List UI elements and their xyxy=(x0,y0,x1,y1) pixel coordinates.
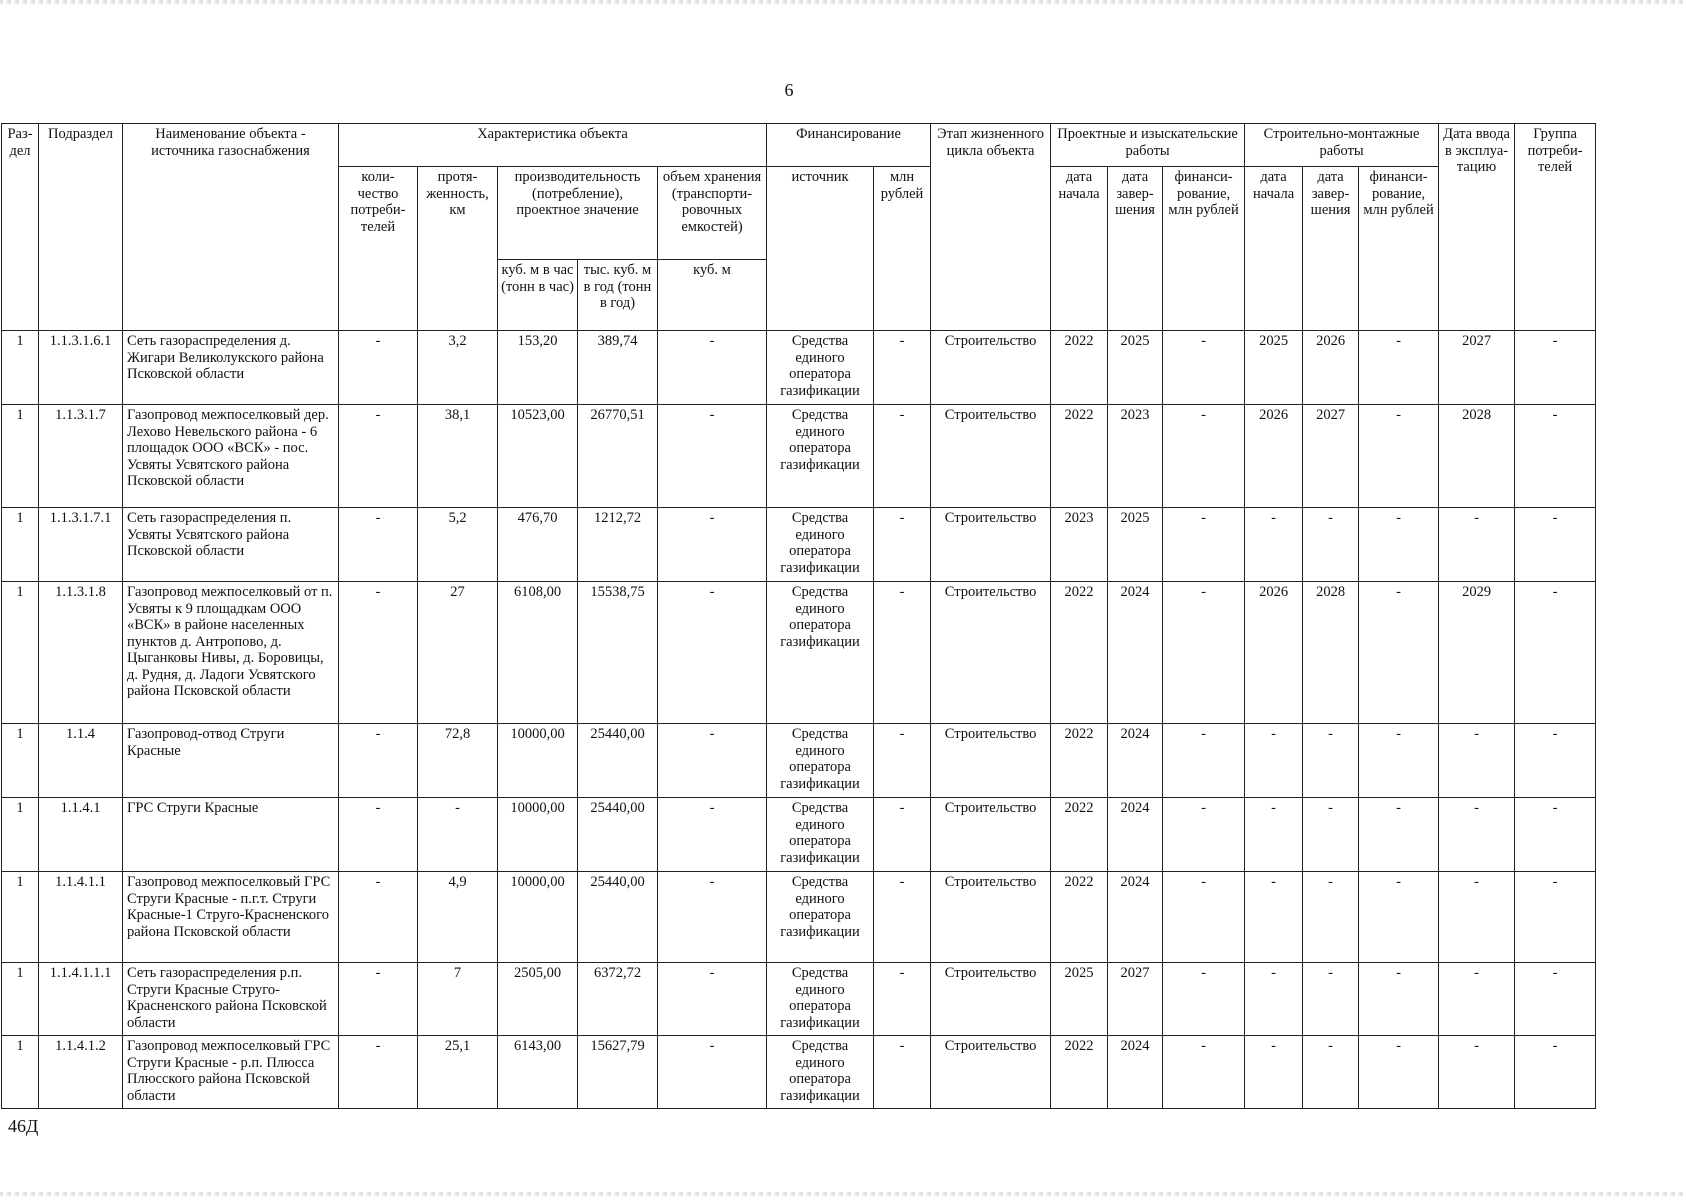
table-row xyxy=(2,508,1596,582)
cell-proekt-fin: - xyxy=(1163,724,1245,798)
header-gruppa: Группа потреби-телей xyxy=(1515,124,1596,331)
cell-protyazhennost: 3,2 xyxy=(418,331,498,405)
cell-naimenovanie: Сеть газораспределения д. Жигари Великолукского района Псковской области xyxy=(123,331,339,405)
cell-smr-end: - xyxy=(1303,724,1359,798)
cell-razdel: 1 xyxy=(2,582,39,724)
cell-istochnik: Средства единого оператора газификации xyxy=(767,582,874,724)
cell-proekt-start: 2022 xyxy=(1051,872,1108,963)
cell-mln: - xyxy=(874,331,931,405)
cell-smr-end: 2026 xyxy=(1303,331,1359,405)
cell-smr-start: - xyxy=(1245,1036,1303,1109)
cell-smr-fin: - xyxy=(1359,405,1439,508)
cell-gruppa: - xyxy=(1515,872,1596,963)
cell-mln: - xyxy=(874,798,931,872)
cell-kolichestvo: - xyxy=(339,405,418,508)
table-row xyxy=(2,582,1596,724)
cell-gruppa: - xyxy=(1515,724,1596,798)
cell-proekt-end: 2025 xyxy=(1108,508,1163,582)
cell-smr-end: 2028 xyxy=(1303,582,1359,724)
cell-tys-kub: 15627,79 xyxy=(578,1036,658,1109)
cell-proekt-start: 2022 xyxy=(1051,331,1108,405)
cell-smr-end: - xyxy=(1303,508,1359,582)
cell-kolichestvo: - xyxy=(339,963,418,1036)
cell-kub-chas: 10000,00 xyxy=(498,798,578,872)
cell-naimenovanie: ГРС Струги Красные xyxy=(123,798,339,872)
cell-obem: - xyxy=(658,405,767,508)
cell-smr-end: - xyxy=(1303,1036,1359,1109)
cell-tys-kub: 6372,72 xyxy=(578,963,658,1036)
cell-vvod: - xyxy=(1439,798,1515,872)
cell-proekt-end: 2024 xyxy=(1108,724,1163,798)
cell-protyazhennost: 25,1 xyxy=(418,1036,498,1109)
table-row xyxy=(2,331,1596,405)
cell-proekt-fin: - xyxy=(1163,798,1245,872)
header-obem: объем хранения (транспорти-ровочных емкостей) xyxy=(658,167,767,260)
header-proizvoditelnost: производительность (потребление), проектное значение xyxy=(498,167,658,260)
cell-gruppa: - xyxy=(1515,405,1596,508)
cell-protyazhennost: 72,8 xyxy=(418,724,498,798)
cell-proekt-fin: - xyxy=(1163,582,1245,724)
cell-naimenovanie: Сеть газораспределения р.п. Струги Красные Струго-Красненского района Псковской области xyxy=(123,963,339,1036)
cell-proekt-fin: - xyxy=(1163,405,1245,508)
gas-supply-plan-table xyxy=(1,123,1596,1109)
cell-proekt-start: 2025 xyxy=(1051,963,1108,1036)
cell-podrazdel: 1.1.3.1.8 xyxy=(39,582,123,724)
cell-protyazhennost: 38,1 xyxy=(418,405,498,508)
header-row-1 xyxy=(2,124,1596,167)
cell-naimenovanie: Газопровод межпоселковый ГРС Струги Красные - р.п. Плюсса Плюсского района Псковской области xyxy=(123,1036,339,1109)
cell-proekt-end: 2023 xyxy=(1108,405,1163,508)
cell-proekt-fin: - xyxy=(1163,331,1245,405)
header-proekt-finansirovanie: финанси-рование, млн рублей xyxy=(1163,167,1245,331)
cell-podrazdel: 1.1.4.1.1 xyxy=(39,872,123,963)
cell-smr-start: - xyxy=(1245,508,1303,582)
table-row xyxy=(2,963,1596,1036)
table-row xyxy=(2,405,1596,508)
cell-obem: - xyxy=(658,582,767,724)
cell-gruppa: - xyxy=(1515,798,1596,872)
cell-proekt-end: 2025 xyxy=(1108,331,1163,405)
header-kub-m: куб. м xyxy=(658,260,767,331)
cell-proekt-start: 2023 xyxy=(1051,508,1108,582)
document-code: 46Д xyxy=(8,1116,39,1136)
cell-vvod: - xyxy=(1439,724,1515,798)
table-row xyxy=(2,1036,1596,1109)
cell-proekt-start: 2022 xyxy=(1051,582,1108,724)
cell-istochnik: Средства единого оператора газификации xyxy=(767,405,874,508)
header-mln: млн рублей xyxy=(874,167,931,331)
cell-tys-kub: 25440,00 xyxy=(578,872,658,963)
header-kub-chas: куб. м в час (тонн в час) xyxy=(498,260,578,331)
cell-smr-start: - xyxy=(1245,963,1303,1036)
cell-smr-start: - xyxy=(1245,872,1303,963)
cell-kub-chas: 153,20 xyxy=(498,331,578,405)
cell-proekt-fin: - xyxy=(1163,1036,1245,1109)
cell-smr-start: - xyxy=(1245,798,1303,872)
cell-smr-start: 2026 xyxy=(1245,405,1303,508)
cell-kolichestvo: - xyxy=(339,724,418,798)
table-row xyxy=(2,872,1596,963)
cell-smr-start: 2026 xyxy=(1245,582,1303,724)
cell-razdel: 1 xyxy=(2,724,39,798)
cell-gruppa: - xyxy=(1515,963,1596,1036)
header-kolichestvo: коли-чество потреби-телей xyxy=(339,167,418,331)
cell-smr-fin: - xyxy=(1359,1036,1439,1109)
cell-tys-kub: 26770,51 xyxy=(578,405,658,508)
cell-etap: Строительство xyxy=(931,1036,1051,1109)
cell-istochnik: Средства единого оператора газификации xyxy=(767,872,874,963)
scan-edge-top xyxy=(0,0,1686,4)
cell-podrazdel: 1.1.4.1 xyxy=(39,798,123,872)
cell-etap: Строительство xyxy=(931,405,1051,508)
cell-protyazhennost: - xyxy=(418,798,498,872)
cell-obem: - xyxy=(658,331,767,405)
cell-istochnik: Средства единого оператора газификации xyxy=(767,963,874,1036)
header-naimenovanie: Наименование объекта - источника газоснабжения xyxy=(123,124,339,331)
cell-obem: - xyxy=(658,508,767,582)
cell-podrazdel: 1.1.4.1.2 xyxy=(39,1036,123,1109)
cell-kub-chas: 6143,00 xyxy=(498,1036,578,1109)
cell-razdel: 1 xyxy=(2,405,39,508)
cell-mln: - xyxy=(874,405,931,508)
cell-proekt-end: 2024 xyxy=(1108,872,1163,963)
cell-smr-fin: - xyxy=(1359,798,1439,872)
cell-kub-chas: 10000,00 xyxy=(498,872,578,963)
cell-proekt-start: 2022 xyxy=(1051,724,1108,798)
cell-obem: - xyxy=(658,963,767,1036)
header-razdel: Раз-дел xyxy=(2,124,39,331)
cell-kub-chas: 10523,00 xyxy=(498,405,578,508)
cell-kub-chas: 476,70 xyxy=(498,508,578,582)
cell-istochnik: Средства единого оператора газификации xyxy=(767,331,874,405)
cell-smr-fin: - xyxy=(1359,331,1439,405)
header-proekt-data-zaversheniya: дата завер-шения xyxy=(1108,167,1163,331)
cell-obem: - xyxy=(658,724,767,798)
cell-naimenovanie: Сеть газораспределения п. Усвяты Усвятского района Псковской области xyxy=(123,508,339,582)
cell-smr-fin: - xyxy=(1359,872,1439,963)
header-smr: Строительно-монтажные работы xyxy=(1245,124,1439,167)
cell-kub-chas: 2505,00 xyxy=(498,963,578,1036)
cell-mln: - xyxy=(874,872,931,963)
cell-protyazhennost: 27 xyxy=(418,582,498,724)
header-smr-data-nachala: дата начала xyxy=(1245,167,1303,331)
cell-naimenovanie: Газопровод межпоселковый ГРС Струги Красные - п.г.т. Струги Красные-1 Струго-Красненского района Псковской области xyxy=(123,872,339,963)
header-finansirovanie: Финансирование xyxy=(767,124,931,167)
cell-obem: - xyxy=(658,1036,767,1109)
cell-tys-kub: 25440,00 xyxy=(578,798,658,872)
cell-razdel: 1 xyxy=(2,798,39,872)
header-smr-finansirovanie: финанси-рование, млн рублей xyxy=(1359,167,1439,331)
cell-mln: - xyxy=(874,724,931,798)
cell-istochnik: Средства единого оператора газификации xyxy=(767,798,874,872)
cell-smr-fin: - xyxy=(1359,582,1439,724)
cell-naimenovanie: Газопровод-отвод Струги Красные xyxy=(123,724,339,798)
cell-kolichestvo: - xyxy=(339,582,418,724)
page-number: 6 xyxy=(784,80,794,100)
cell-obem: - xyxy=(658,798,767,872)
cell-smr-fin: - xyxy=(1359,963,1439,1036)
cell-kub-chas: 10000,00 xyxy=(498,724,578,798)
cell-razdel: 1 xyxy=(2,508,39,582)
header-etap: Этап жизненного цикла объекта xyxy=(931,124,1051,331)
cell-gruppa: - xyxy=(1515,508,1596,582)
cell-vvod: - xyxy=(1439,508,1515,582)
cell-mln: - xyxy=(874,963,931,1036)
cell-proekt-start: 2022 xyxy=(1051,798,1108,872)
cell-proekt-fin: - xyxy=(1163,872,1245,963)
cell-etap: Строительство xyxy=(931,508,1051,582)
cell-etap: Строительство xyxy=(931,724,1051,798)
cell-etap: Строительство xyxy=(931,331,1051,405)
cell-kolichestvo: - xyxy=(339,508,418,582)
header-proektnye: Проектные и изыскательские работы xyxy=(1051,124,1245,167)
cell-razdel: 1 xyxy=(2,963,39,1036)
cell-vvod: - xyxy=(1439,963,1515,1036)
cell-etap: Строительство xyxy=(931,872,1051,963)
cell-smr-end: - xyxy=(1303,798,1359,872)
cell-razdel: 1 xyxy=(2,331,39,405)
header-harakteristika: Характеристика объекта xyxy=(339,124,767,167)
cell-tys-kub: 25440,00 xyxy=(578,724,658,798)
cell-proekt-end: 2024 xyxy=(1108,1036,1163,1109)
cell-smr-end: - xyxy=(1303,963,1359,1036)
scan-edge-bottom xyxy=(0,1192,1686,1196)
cell-kolichestvo: - xyxy=(339,798,418,872)
cell-smr-start: - xyxy=(1245,724,1303,798)
cell-kolichestvo: - xyxy=(339,331,418,405)
cell-vvod: 2027 xyxy=(1439,331,1515,405)
cell-mln: - xyxy=(874,508,931,582)
cell-proekt-start: 2022 xyxy=(1051,405,1108,508)
table-row xyxy=(2,724,1596,798)
cell-tys-kub: 1212,72 xyxy=(578,508,658,582)
cell-proekt-end: 2024 xyxy=(1108,798,1163,872)
cell-podrazdel: 1.1.4 xyxy=(39,724,123,798)
header-protyazhennost: протя-женность, км xyxy=(418,167,498,331)
cell-protyazhennost: 4,9 xyxy=(418,872,498,963)
cell-vvod: 2029 xyxy=(1439,582,1515,724)
cell-kub-chas: 6108,00 xyxy=(498,582,578,724)
cell-obem: - xyxy=(658,872,767,963)
cell-vvod: - xyxy=(1439,872,1515,963)
cell-gruppa: - xyxy=(1515,1036,1596,1109)
table-row xyxy=(2,798,1596,872)
cell-protyazhennost: 7 xyxy=(418,963,498,1036)
cell-tys-kub: 389,74 xyxy=(578,331,658,405)
cell-razdel: 1 xyxy=(2,872,39,963)
cell-tys-kub: 15538,75 xyxy=(578,582,658,724)
cell-gruppa: - xyxy=(1515,331,1596,405)
cell-etap: Строительство xyxy=(931,582,1051,724)
cell-naimenovanie: Газопровод межпоселковый дер. Лехово Невельского района - 6 площадок ООО «ВСК» - пос. Усвяты Усвятского района Псковской области xyxy=(123,405,339,508)
cell-proekt-start: 2022 xyxy=(1051,1036,1108,1109)
cell-etap: Строительство xyxy=(931,963,1051,1036)
cell-vvod: 2028 xyxy=(1439,405,1515,508)
cell-istochnik: Средства единого оператора газификации xyxy=(767,724,874,798)
cell-proekt-fin: - xyxy=(1163,963,1245,1036)
cell-smr-fin: - xyxy=(1359,508,1439,582)
cell-protyazhennost: 5,2 xyxy=(418,508,498,582)
cell-podrazdel: 1.1.4.1.1.1 xyxy=(39,963,123,1036)
cell-proekt-fin: - xyxy=(1163,508,1245,582)
cell-smr-start: 2025 xyxy=(1245,331,1303,405)
header-data-vvoda: Дата ввода в эксплуа-тацию xyxy=(1439,124,1515,331)
cell-smr-end: - xyxy=(1303,872,1359,963)
cell-vvod: - xyxy=(1439,1036,1515,1109)
cell-proekt-end: 2027 xyxy=(1108,963,1163,1036)
cell-mln: - xyxy=(874,582,931,724)
header-istochnik: источник xyxy=(767,167,874,331)
cell-razdel: 1 xyxy=(2,1036,39,1109)
header-tys-kub: тыс. куб. м в год (тонн в год) xyxy=(578,260,658,331)
cell-kolichestvo: - xyxy=(339,872,418,963)
cell-gruppa: - xyxy=(1515,582,1596,724)
cell-smr-end: 2027 xyxy=(1303,405,1359,508)
header-proekt-data-nachala: дата начала xyxy=(1051,167,1108,331)
cell-podrazdel: 1.1.3.1.6.1 xyxy=(39,331,123,405)
cell-istochnik: Средства единого оператора газификации xyxy=(767,508,874,582)
header-podrazdel: Подраздел xyxy=(39,124,123,331)
cell-proekt-end: 2024 xyxy=(1108,582,1163,724)
cell-istochnik: Средства единого оператора газификации xyxy=(767,1036,874,1109)
cell-podrazdel: 1.1.3.1.7.1 xyxy=(39,508,123,582)
cell-etap: Строительство xyxy=(931,798,1051,872)
cell-kolichestvo: - xyxy=(339,1036,418,1109)
cell-podrazdel: 1.1.3.1.7 xyxy=(39,405,123,508)
cell-naimenovanie: Газопровод межпоселковый от п. Усвяты к 9 площадкам ООО «ВСК» в районе населенных пунктов д. Антропово, д. Цыганковы Нивы, д. Боровицы, д. Рудня, д. Ладоги Усвятского района Псковской области xyxy=(123,582,339,724)
header-smr-data-zaversheniya: дата завер-шения xyxy=(1303,167,1359,331)
cell-mln: - xyxy=(874,1036,931,1109)
cell-smr-fin: - xyxy=(1359,724,1439,798)
